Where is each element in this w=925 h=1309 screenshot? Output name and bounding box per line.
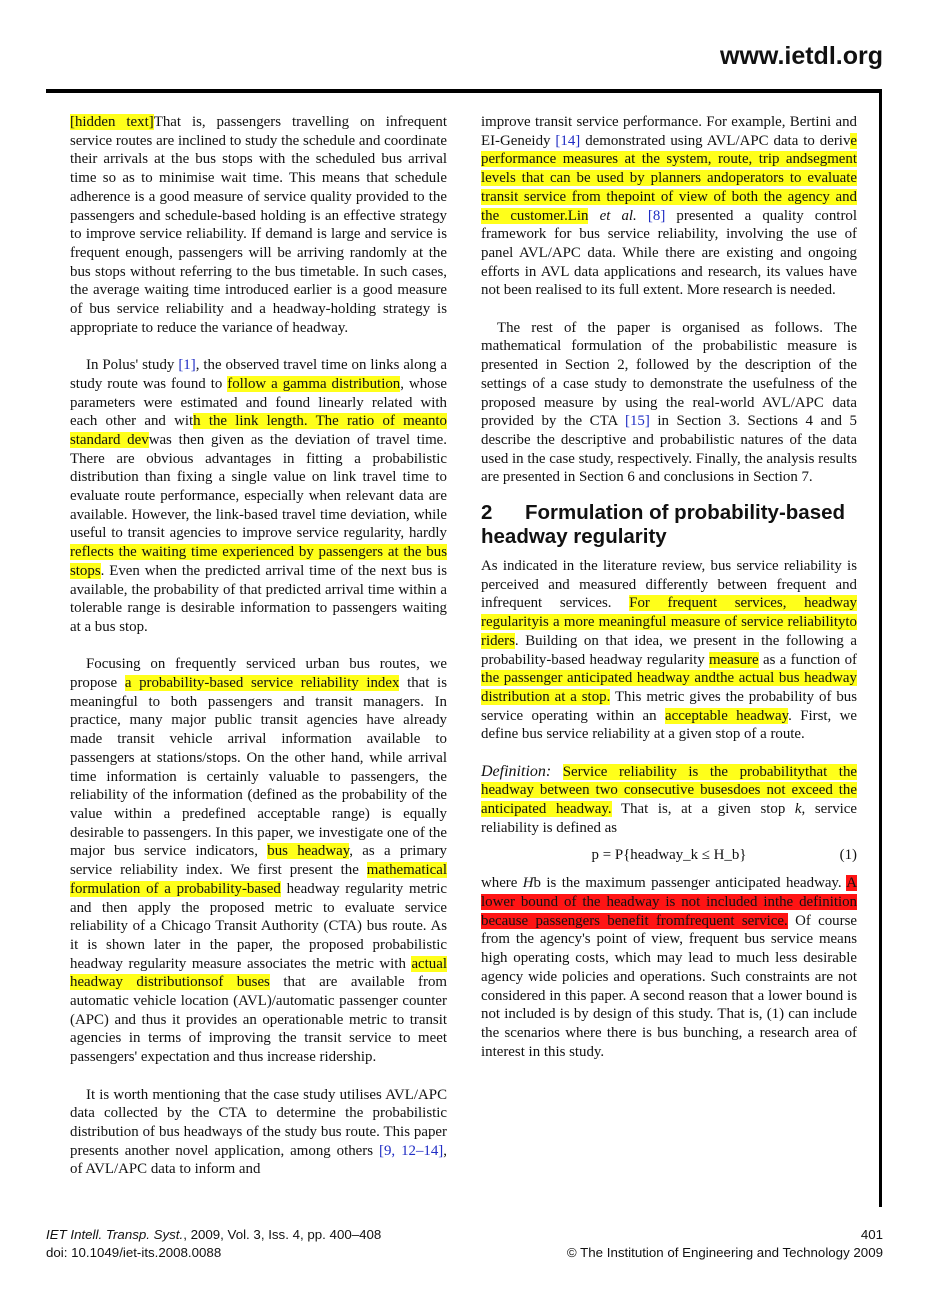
footer-page-number: 401 (860, 1227, 883, 1242)
paragraph-avl-apc (70, 1086, 447, 1180)
highlighted-span: mathematical formulation of a probability-based (70, 862, 447, 897)
citation-link[interactable]: [14] (555, 132, 581, 149)
text-run: , of AVL/APC data to inform and (70, 1142, 447, 1178)
text-run: demonstrated using AVL/APC data to deriv (580, 132, 851, 149)
text-run: that are available from automatic vehicle location (AVL)/automatic passenger counter (APC) and thus it provides an operationable metric to transit agencies in terms of improving the transit service to meet passengers' expectation and thus increase ridership. (70, 974, 447, 1066)
footer-citation: , 2009, Vol. 3, Iss. 4, pp. 400–408 (183, 1227, 382, 1242)
footer-copyright: © The Institution of Engineering and Technology 2009 (566, 1245, 883, 1260)
text-run: in Section 3. Sections 4 and 5 describe the descriptive and probabilistic natures of the data used in the case study, respectively. Finally, the analysis results are presented in Section 6 and conclusions in Section 7. (481, 413, 857, 486)
equation-text: p = P{headway_k ≤ H_b} (591, 846, 747, 863)
text-run: , whose parameters were estimated and found linearly related with each other and wit (70, 375, 447, 430)
text-run: as a function of (758, 651, 857, 668)
highlighted-span: the passenger anticipated headway and (481, 670, 716, 687)
highlighted-span: [hidden text] (70, 114, 154, 130)
text-run: Focusing on frequently serviced urban bus routes, we propose (70, 656, 447, 692)
text-run: was then given as the deviation of travel time. There are obvious advantages in fitting a probabilistic distribution than fixing a single value on link travel time to evaluate route performance, especially when relevant data are available. However, the link-based travel time deviation, while useful to transit agencies to improve service regularity, hardly (70, 431, 447, 542)
citation-link[interactable]: [8] (647, 207, 666, 224)
text-run: , the observed travel time on links along a study route was found to (70, 357, 447, 392)
highlighted-span: e performance measures at the system, route, trip and (481, 132, 858, 168)
text-run: In Polus' study (86, 357, 179, 374)
paragraph-intro-continued (70, 113, 447, 337)
footer-journal: IET Intell. Transp. Syst. (46, 1227, 184, 1242)
paragraph-polus-study (70, 356, 447, 637)
site-url[interactable]: www.ietdl.org (720, 42, 883, 70)
text-run: . First, we define bus service reliability at a given stop of a route. (481, 707, 857, 743)
text-run: This metric gives the probability of bus service operating within an (481, 688, 857, 724)
left-column (70, 113, 447, 1179)
highlighted-span: the actual bus headway distribution at a stop. (481, 670, 857, 705)
highlighted-span: acceptable headway (664, 707, 789, 724)
highlighted-span: reflects the waiting time experienced by passengers at (70, 544, 399, 561)
text-run: That is, at a given stop (611, 801, 795, 818)
highlighted-span: is a more meaningful measure of service reliability (538, 614, 846, 631)
redacted-span: the definition because passengers benefit from (481, 893, 857, 929)
footer-doi[interactable]: doi: 10.1049/iet-its.2008.0088 (46, 1245, 222, 1260)
text-run: It is worth mentioning that the case study utilises AVL/APC data collected by the CTA to determine the probabilistic distribution of bus headways of the study bus route. This paper presents another novel application, among others (70, 1086, 447, 1159)
footer-left (46, 1226, 381, 1262)
right-column (481, 113, 857, 1061)
text-run: that is meaningful to both passengers and transit managers. In practice, many major public transit agencies have already made transit vehicle arrival information available to passengers at stations/stops. On the other hand, while arrival time information is certainly valuable to passengers, the reliability of the information (defined as the probability of the value within a predefined acceptable range) is equally desirable to passengers. In this paper, we investigate one of the major bus service indicators, (70, 675, 447, 860)
paragraph-lower-bound (481, 874, 857, 1061)
section-heading (481, 501, 857, 549)
highlighted-span: Service reliability is the probability (562, 763, 805, 780)
highlighted-span: measure (709, 651, 759, 668)
text-run: . Even when the predicted arrival time of the next bus is available, the probability of that predicted arrival time within a tolerable range is desirable information to passengers waiting at a bus stop. (70, 562, 447, 635)
section-title: Formulation of probability-based headway regularity (481, 501, 846, 549)
paragraph-definition (481, 763, 857, 838)
text-run (637, 208, 648, 224)
highlighted-span: bus headway (267, 843, 350, 860)
highlighted-span: operators to evaluate transit service from the (481, 170, 857, 205)
text-run: presented a quality control framework for bus service reliability, involving the use of panel AVL/APC data. While there are existing and ongoing efforts in AVL data applications and research, its values have not been realised to its full extent. More research is needed. (481, 207, 857, 299)
paragraph-organisation (481, 319, 857, 487)
citation-link[interactable]: [1] (178, 357, 196, 374)
highlighted-span: to standard dev (70, 413, 447, 448)
citation-link[interactable]: [15] (625, 413, 650, 430)
text-run (588, 208, 599, 224)
right-rule (879, 89, 882, 1207)
header-rule (46, 89, 882, 93)
highlighted-span: a probability-based service reliability index (124, 675, 400, 692)
highlighted-span: h the link length. The ratio of mean (193, 413, 436, 430)
paragraph-formulation (481, 557, 857, 744)
highlighted-span: actual headway distributions (70, 955, 447, 991)
text-run: et al. (599, 207, 637, 224)
highlighted-span: point of view of both the agency and the customer. (481, 188, 858, 224)
paragraph-performance (481, 113, 857, 300)
text-run: As indicated in the literature review, bus service reliability is perceived and measured differently between frequent and infrequent services. (481, 558, 857, 612)
highlighted-span: Lin (567, 207, 589, 224)
highlighted-span: to riders (481, 614, 857, 649)
text-run: b is the maximum passenger anticipated headway. (533, 875, 847, 892)
definition-label: Definition: (481, 762, 552, 780)
text-run: , service reliability is defined as (481, 801, 858, 836)
text-run: headway regularity metric and then apply the proposed metric to evaluate service reliability of a Chicago Transit Authority (CTA) bus route. As it is shown later in the paper, the proposed probabilistic headway regularity measure associates the metric with (70, 880, 447, 972)
highlighted-span: that the headway between two consecutive buses (481, 763, 857, 799)
text-run: H (522, 875, 534, 892)
citation-link[interactable]: [9, 12–14] (379, 1142, 444, 1159)
highlighted-span: the bus stops (70, 544, 447, 579)
highlighted-span: segment levels that can be used by planners and (481, 151, 857, 187)
section-number: 2 (481, 501, 493, 525)
paragraph-proposal (70, 655, 447, 1066)
equation-number: (1) (839, 846, 857, 863)
equation-1 (481, 846, 857, 865)
text-run: where (481, 875, 523, 892)
highlighted-span: follow a gamma distribution (227, 375, 401, 392)
redacted-span: A lower bound of the headway is not included in (481, 875, 857, 910)
text-run: improve transit service performance. For example, Bertini and EI-Geneidy (481, 114, 857, 149)
text-run: Of course from the agency's point of view, frequent bus service means high operating costs, which may lead to much less desirable agency wide policies and operations. Such constraints are not considered in this paper. A second reason that a lower bound is not included is by design of this study. That is, (1) can include the scenarios where there is bus bunching, a research area of interest in this study. (481, 912, 857, 1060)
highlighted-span: For frequent services, headway regularity (481, 595, 857, 631)
highlighted-span: of buses (210, 974, 270, 991)
text-run: The rest of the paper is organised as follows. The mathematical formulation of the probabilistic measure is presented in Section 2, followed by the description of the settings of a case study to demonstrate the usefulness of the proposed measure by using the real-world AVL/APC data provided by the CTA (481, 319, 857, 430)
text-run: . Building on that idea, we present in the following a probability-based headway regularity (481, 632, 857, 668)
text-run: , as a primary service reliability index. We first present the (70, 843, 447, 879)
text-run: k (794, 801, 802, 818)
footer-right (567, 1226, 883, 1262)
highlighted-span: does not exceed the anticipated headway. (481, 782, 857, 818)
redacted-span: frequent service. (684, 912, 788, 929)
text-run: That is, passengers travelling on infrequent service routes are inclined to study the schedule and coordinate their arrivals at the bus stops with the scheduled bus arrival time so as to minimise wait time. This means that schedule adherence is a good measure of service quality provided to the passengers and schedule-based holding is an effective strategy to improve service reliability. If demand is large and service is frequent enough, passengers will be arriving randomly at the bus stops without referring to the bus timetable. In such cases, the average waiting time introduced earlier is a good measure of bus service reliability and a headway-holding strategy is appropriate to reduce the variance of headway. (70, 114, 447, 336)
